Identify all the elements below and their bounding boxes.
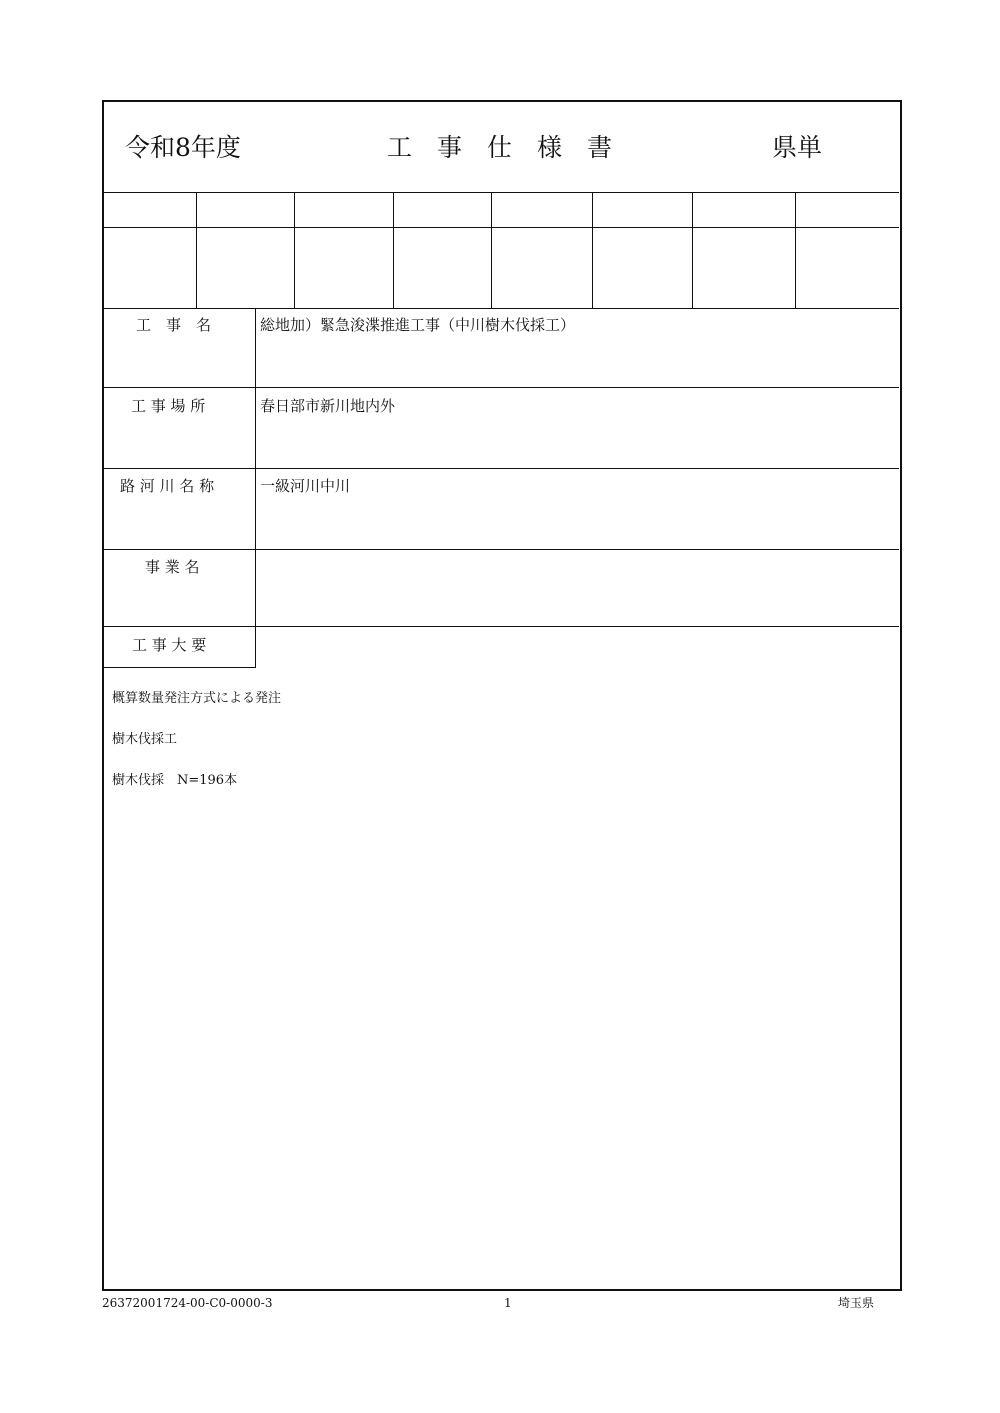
grid-column-divider (491, 192, 492, 308)
divider (103, 192, 899, 193)
divider (103, 308, 899, 309)
summary-line: 概算数量発注方式による発注 (112, 691, 282, 706)
field-value-road-river-name: 一級河川中川 (260, 477, 351, 495)
field-label-project-name: 事 業 名 (145, 558, 200, 576)
grid-column-divider (692, 192, 693, 308)
divider (103, 626, 899, 627)
summary-line: 樹木伐採 N=196本 (112, 773, 238, 788)
fiscal-year: 令和8年度 (125, 133, 241, 162)
grid-column-divider (294, 192, 295, 308)
grid-column-divider (196, 192, 197, 308)
funding-type: 県単 (772, 133, 823, 162)
divider (103, 468, 899, 469)
field-label-construction-name: 工 事 名 (136, 316, 212, 334)
divider (103, 227, 899, 228)
summary-line: 樹木伐採工 (112, 732, 178, 747)
field-label-road-river-name: 路 河 川 名 称 (120, 477, 215, 495)
grid-column-divider (393, 192, 394, 308)
grid-column-divider (795, 192, 796, 308)
field-value-construction-location: 春日部市新川地内外 (260, 397, 396, 415)
divider (103, 387, 899, 388)
document-code: 26372001724-00-C0-0000-3 (102, 1296, 273, 1310)
field-label-construction-location: 工 事 場 所 (131, 397, 206, 415)
issuer-name: 埼玉県 (838, 1296, 875, 1310)
divider (103, 667, 256, 668)
grid-column-divider (592, 192, 593, 308)
field-label-construction-outline: 工 事 大 要 (132, 636, 207, 654)
label-column-divider (255, 308, 256, 667)
divider (103, 549, 899, 550)
field-value-construction-name: 総地加）緊急浚渫推進工事（中川樹木伐採工） (260, 316, 576, 334)
document-title: 工 事 仕 様 書 (387, 133, 613, 162)
page-number: 1 (504, 1296, 512, 1310)
